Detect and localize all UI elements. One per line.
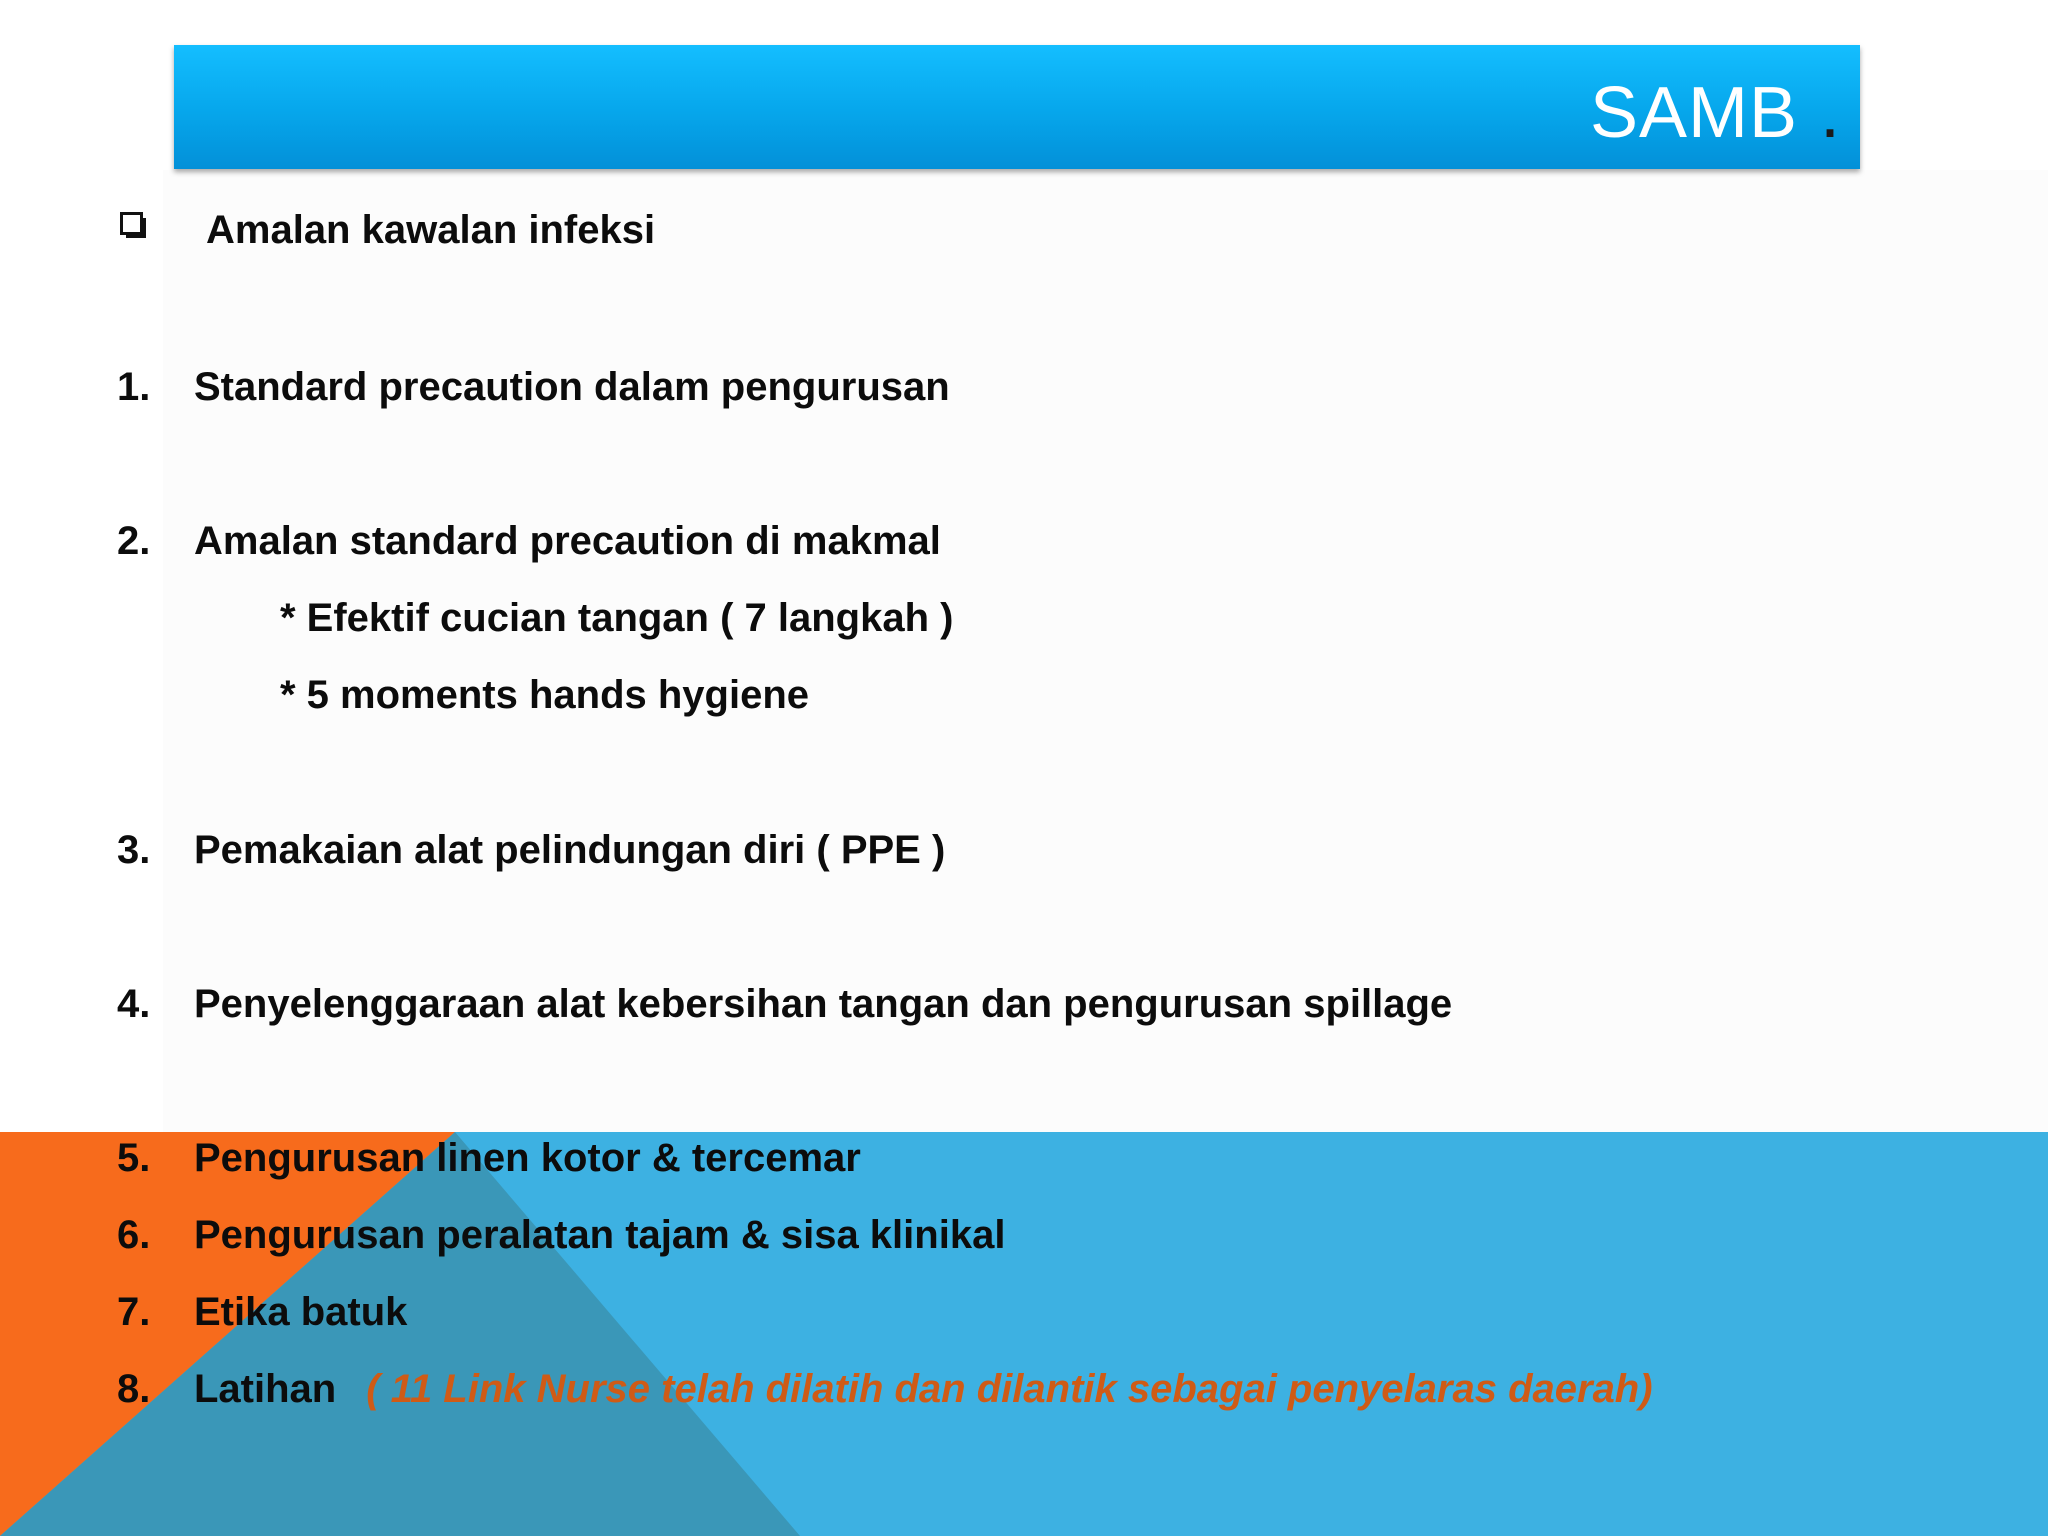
list-item-number: 6. — [117, 1213, 151, 1257]
sub-list-item-text: * 5 moments hands hygiene — [280, 673, 810, 717]
list-item-number: 1. — [117, 365, 151, 409]
training-note: ( 11 Link Nurse telah dilatih dan dilantik sebagai penyelaras daerah) — [366, 1367, 1653, 1411]
section-heading: Amalan kawalan infeksi — [206, 208, 656, 252]
list-item-text: Pengurusan peralatan tajam & sisa klinikal — [194, 1213, 1006, 1257]
title-dot: . — [1819, 73, 1840, 153]
list-item-text: Pengurusan linen kotor & tercemar — [194, 1136, 861, 1180]
list-item-number: 5. — [117, 1136, 151, 1180]
sub-list-item-text: * Efektif cucian tangan ( 7 langkah ) — [280, 596, 954, 640]
list-item-label: Latihan — [194, 1367, 337, 1411]
title-bar — [174, 45, 1860, 169]
list-item-number: 2. — [117, 519, 151, 563]
list-item-number: 7. — [117, 1290, 151, 1334]
checkbox-icon — [120, 212, 148, 240]
list-item-text: Amalan standard precaution di makmal — [194, 519, 941, 563]
list-item-text: Penyelenggaraan alat kebersihan tangan dan pengurusan spillage — [194, 982, 1453, 1026]
list-item-text: Standard precaution dalam pengurusan — [194, 365, 950, 409]
list-item-text: Etika batuk — [194, 1290, 408, 1334]
list-item-number: 4. — [117, 982, 151, 1026]
list-item-number: 8. — [117, 1367, 151, 1411]
list-item-number: 3. — [117, 828, 151, 872]
slide-title: SAMB — [1589, 73, 1798, 153]
list-item-text — [194, 1365, 1653, 1413]
list-item-text: Pemakaian alat pelindungan diri ( PPE ) — [194, 828, 946, 872]
